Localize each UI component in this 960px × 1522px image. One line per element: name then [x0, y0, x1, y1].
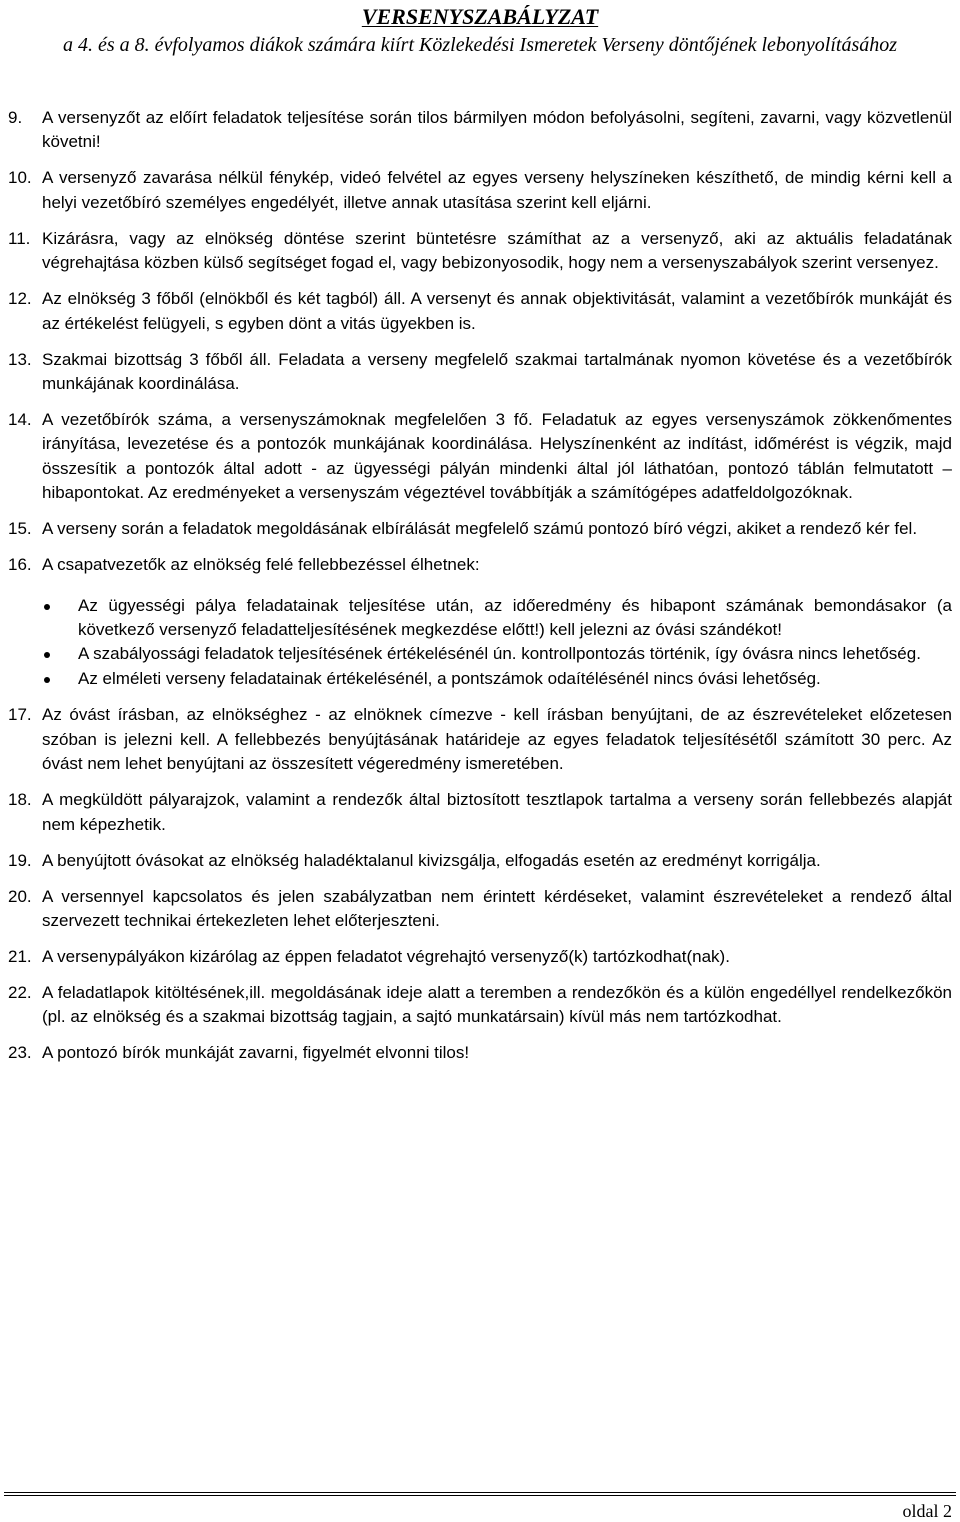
rule-text: Szakmai bizottság 3 főből áll. Feladata a verseny megfelelő szakmai tartalmának nyomon követése és a vezetőbírók munkájának koordinálása.	[42, 349, 952, 394]
rule-item	[8, 553, 952, 577]
bullet-icon	[44, 677, 50, 683]
document-subtitle: a 4. és a 8. évfolyamos diákok számára kiírt Közlekedési Ismeretek Verseny döntőjének lebonyolításához	[62, 34, 898, 56]
rules-content	[8, 106, 952, 1077]
rule-text: A verseny során a feladatok megoldásának elbírálását megfelelő számú pontozó bíró végzi, akiket a rendező kér fel.	[42, 519, 918, 539]
bullet-text: A szabályossági feladatok teljesítésének értékelésénél ún. kontrollpontozás történik, így óvásra nincs lehetőség.	[78, 644, 921, 664]
rule-item	[8, 981, 952, 1030]
rule-item	[8, 227, 952, 276]
list-item	[8, 642, 952, 666]
list-item	[8, 594, 952, 643]
bullet-text: Az elméleti verseny feladatainak értékelésénél, a pontszámok odaítélésénél nincs óvási lehetőség.	[78, 668, 821, 688]
rule-text: A pontozó bírók munkáját zavarni, figyelmét elvonni tilos!	[42, 1043, 470, 1063]
rule-text: A benyújtott óvásokat az elnökség haladéktalanul kivizsgálja, elfogadás esetén az eredményt korrigálja.	[42, 850, 821, 870]
page-header	[0, 4, 960, 57]
document-title: VERSENYSZABÁLYZAT	[361, 4, 599, 29]
footer-divider	[4, 1495, 956, 1496]
rule-item	[8, 788, 952, 837]
rule-number: 13.	[8, 349, 32, 369]
rule-number: 10.	[8, 168, 32, 188]
rule-text: A vezetőbírók száma, a versenyszámoknak megfelelően 3 fő. Feladatuk az egyes versenyszámok zökkenőmentes irányítása, levezetése és a pontozók munkájának koordinálása. Helyszínenként az indítást, időmérést is végzik, majd összesítik a pontozók által adott - az ügyességi pályán mindenki által jól láthatóan, pontozó táblán felmutatott – hibapontokat. Az eredményeket a versenyszám végeztével továbbítják a számítógépes adatfeldolgozóknak.	[42, 410, 952, 503]
rule-number: 9.	[8, 108, 23, 127]
rule-item	[8, 1041, 952, 1065]
rule-number: 12.	[8, 289, 32, 309]
footer-divider	[4, 1492, 956, 1493]
rule-item	[8, 106, 952, 155]
rule-number: 18.	[8, 790, 32, 810]
rule-text: A feladatlapok kitöltésének,ill. megoldásának ideje alatt a teremben a rendezőkön és a külön engedéllyel rendelkezőkön (pl. az elnökség és a szakmai bizottság tagjain, a sajtó munkatársain) kívül más nem tartózkodhat.	[42, 982, 952, 1027]
rule-item	[8, 348, 952, 397]
page-number: oldal 2	[902, 1501, 952, 1521]
rule-number: 23.	[8, 1043, 32, 1063]
rule-item	[8, 166, 952, 215]
rule-number: 14.	[8, 410, 32, 430]
rule-item	[8, 408, 952, 506]
rule-text: Az elnökség 3 főből (elnökből és két tagból) áll. A versenyt és annak objektivitását, valamint a vezetőbírók munkáját és az értékelést felügyeli, s egyben dönt a vitás ügyekben is.	[42, 289, 952, 333]
rule-item	[8, 885, 952, 934]
bullet-icon	[44, 604, 50, 610]
rule-text: A megküldött pályarajzok, valamint a rendezők által biztosított tesztlapok tartalma a verseny során fellebbezés alapját nem képezhetik.	[42, 790, 952, 834]
appeal-bullet-list	[8, 594, 952, 692]
bullet-icon	[44, 652, 50, 658]
rule-number: 16.	[8, 555, 32, 575]
rule-text: A versenyzőt az előírt feladatok teljesítése során tilos bármilyen módon befolyásolni, segíteni, zavarni, vagy közvetlenül követni!	[42, 108, 952, 152]
rule-text: A versenyző zavarása nélkül fénykép, videó felvétel az egyes verseny helyszíneken készíthető, de mindig kérni kell a helyi vezetőbíró személyes engedélyét, illetve annak utasítása szerint kell eljárni.	[42, 168, 952, 212]
rule-number: 17.	[8, 705, 32, 725]
rule-text: Az óvást írásban, az elnökséghez - az elnöknek címezve - kell írásban benyújtani, de az észrevételeket előzetesen szóban is jelezni kell. A fellebbezés benyújtásának határideje az egyes feladatok teljesítésétől számított 30 perc. Az óvást nem lehet benyújtani az összesített végeredmény ismeretében.	[42, 705, 952, 774]
rule-number: 21.	[8, 946, 32, 966]
rule-text: A versennyel kapcsolatos és jelen szabályzatban nem érintett kérdéseket, valamint észrevételeket a rendező által szervezett technikai értekezleten lehet előterjeszteni.	[42, 886, 952, 930]
rule-text: A versenypályákon kizárólag az éppen feladatot végrehajtó versenyző(k) tartózkodhat(nak).	[42, 946, 730, 966]
rule-item	[8, 849, 952, 873]
rule-number: 22.	[8, 982, 32, 1002]
bullet-text: Az ügyességi pálya feladatainak teljesítése után, az időeredmény és hibapont számának bemondásakor (a következő versenyző feladatteljesítésének megkezdése előtt!) kell jelezni az óvási szándékot!	[78, 595, 952, 640]
rule-text: A csapatvezetők az elnökség felé fellebbezéssel élhetnek:	[42, 555, 480, 575]
rule-number: 20.	[8, 886, 32, 906]
rule-number: 19.	[8, 850, 32, 870]
rule-item	[8, 287, 952, 336]
rule-item	[8, 517, 952, 541]
rule-number: 11.	[8, 228, 31, 248]
rule-number: 15.	[8, 519, 32, 539]
rule-item	[8, 703, 952, 776]
list-item	[8, 667, 952, 691]
rule-item	[8, 945, 952, 969]
rule-text: Kizárásra, vagy az elnökség döntése szerint büntetésre számíthat az a versenyző, aki az aktuális feladatának végrehajtása közben külső segítséget fogad el, vagy bebizonyosodik, hogy nem a versenyszabályok szerint versenyez.	[42, 228, 952, 273]
